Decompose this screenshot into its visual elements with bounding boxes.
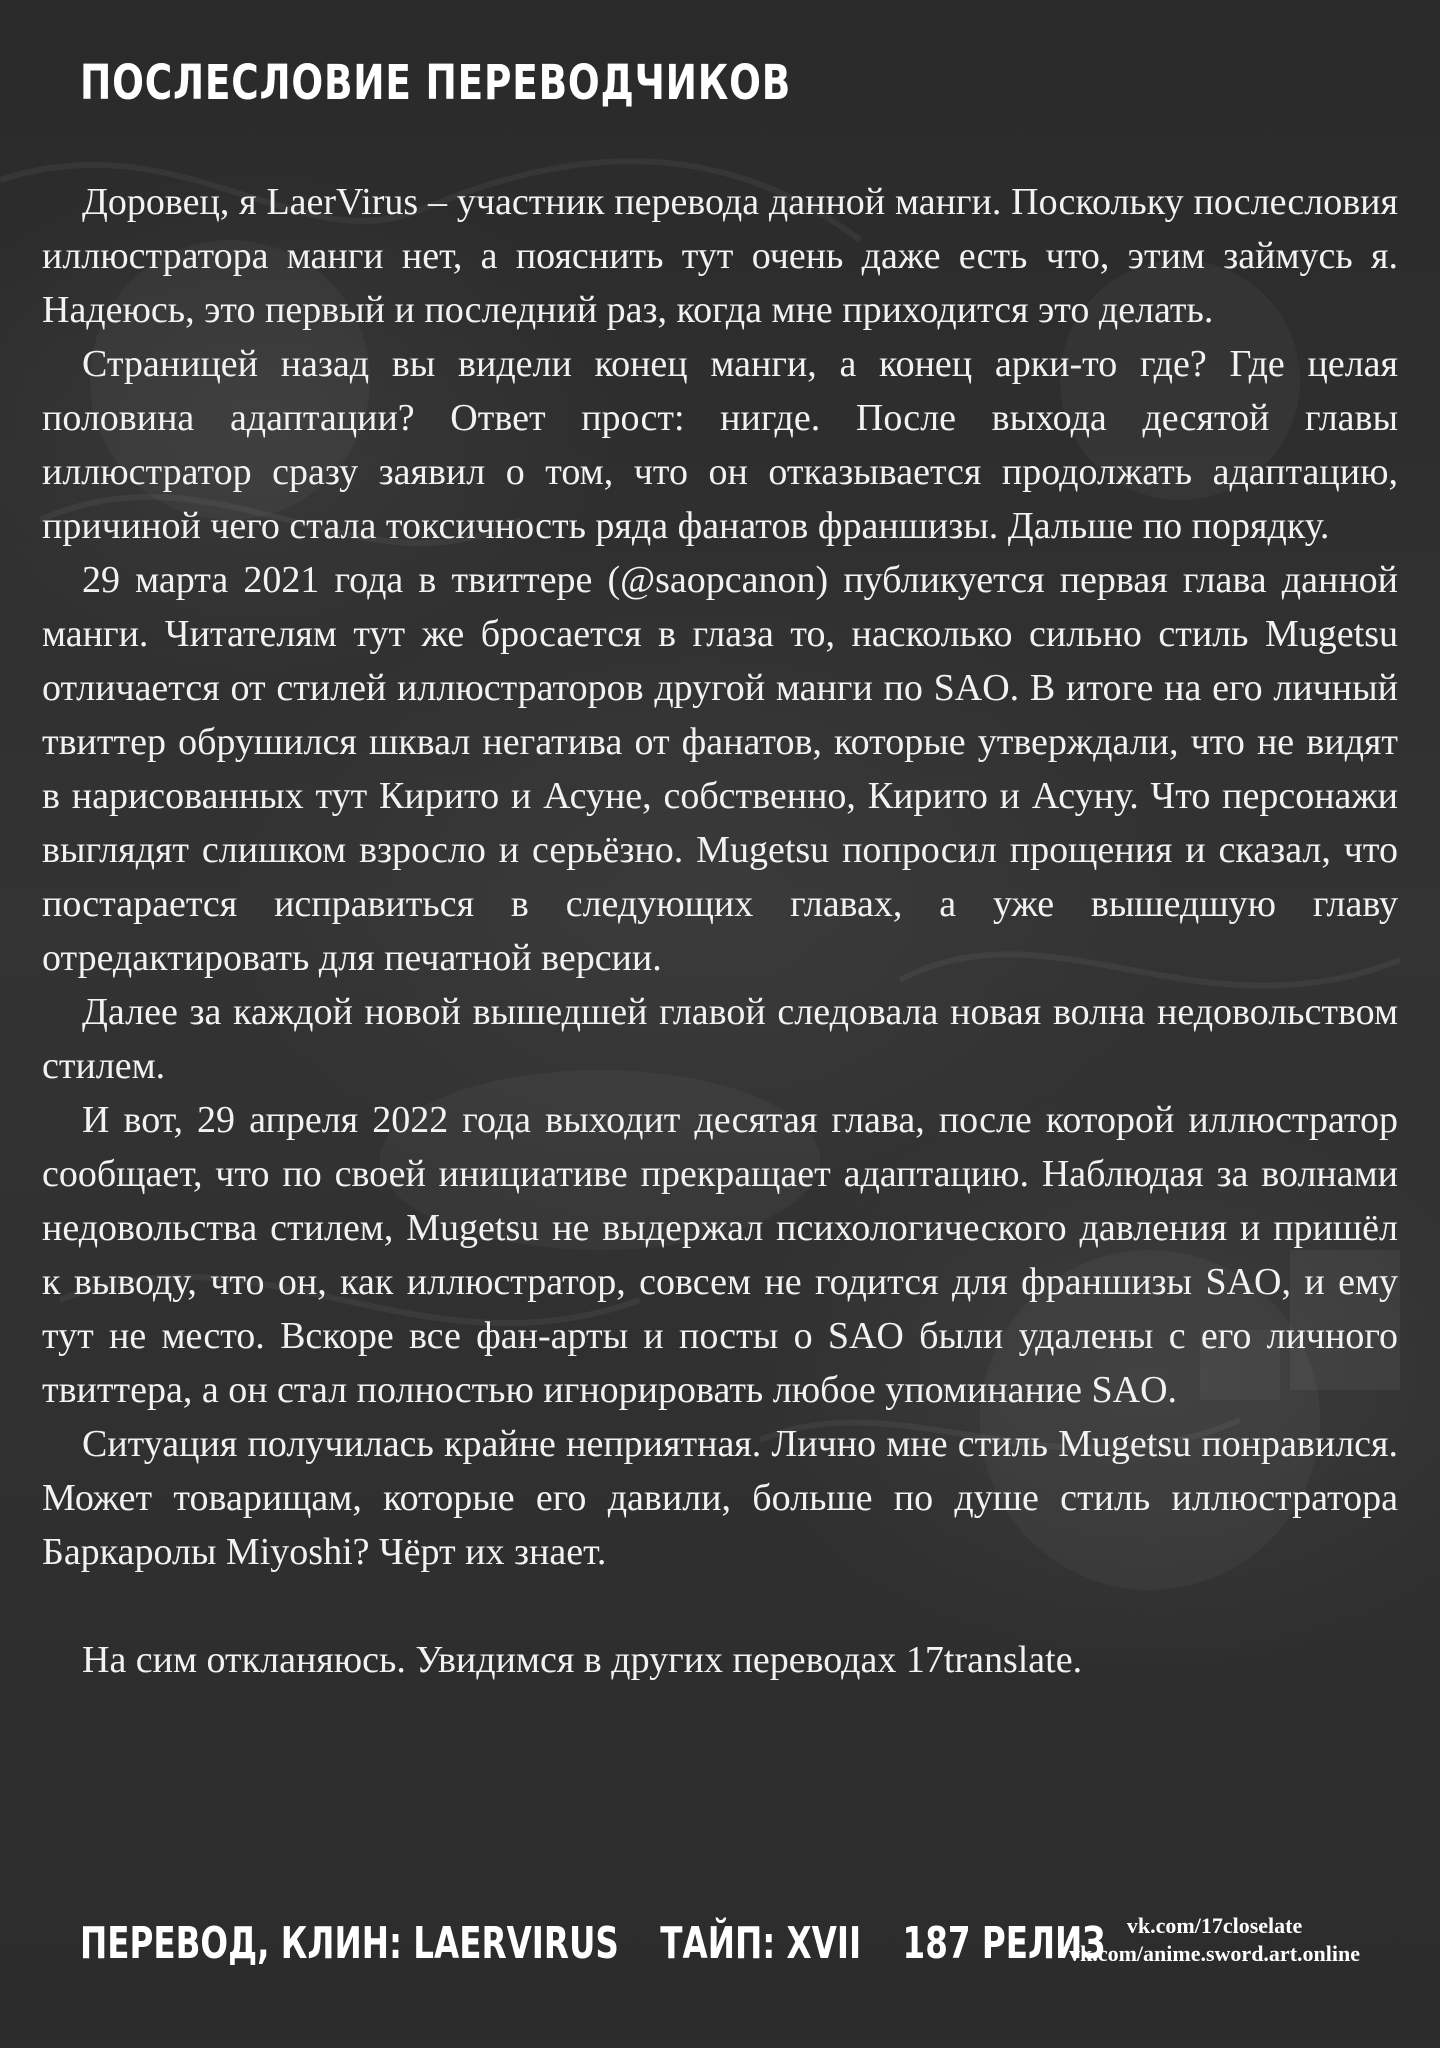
credit-type: ТАЙП: XVII [660, 1918, 862, 1969]
paragraph-closing: На сим откланяюсь. Увидимся в других переводах 17translate. [82, 1639, 1083, 1681]
link-sword-art-online: vk.com/anime.sword.art.online [1069, 1941, 1360, 1966]
paragraph-opinion: Ситуация получилась крайне неприятная. Лично мне стиль Mugetsu понравился. Может товарищам, которые его давили, больше по душе стиль иллюстратора Баркаролы Miyoshi? Чёрт их знает. [42, 1423, 1398, 1573]
page-title: ПОСЛЕСЛОВИЕ ПЕРЕВОДЧИКОВ [80, 55, 792, 111]
paragraph-tenth-chapter: И вот, 29 апреля 2022 года выходит десятая глава, после которой иллюстратор сообщает, что по своей инициативе прекращает адаптацию. Наблюдая за волнами недовольства стилем, Mugetsu не выдержал психологического давления и пришёл к выводу, что он, как иллюстратор, совсем не годится для франшизы SAO, и ему тут не место. Вскоре все фан-арты и посты о SAO были удалены с его личного твиттера, а он стал полностью игнорировать любое упоминание SAO. [42, 1099, 1398, 1411]
link-17closelate: vk.com/17closelate [1126, 1913, 1303, 1938]
paragraph-history: 29 марта 2021 года в твиттере (@saopcanon) публикуется первая глава данной манги. Читателям тут же бросается в глаза то, насколько сильно стиль Mugetsu отличается от стилей иллюстраторов другой манги по SAO. В итоге на его личный твиттер обрушился шквал негатива от фанатов, которые утверждали, что не видят в нарисованных тут Кирито и Асуне, собственно, Кирито и Асуну. Что персонажи выглядят слишком взросло и серьёзно. Mugetsu попросил прощения и сказал, что постарается исправиться в следующих главах, а уже вышедшую главу отредактировать для печатной версии. [42, 559, 1398, 979]
paragraph-discontent: Далее за каждой новой вышедшей главой следовала новая волна недовольством стилем. [42, 991, 1398, 1087]
footer-credits [80, 1918, 1105, 1969]
paragraph-intro: Доровец, я LaerVirus – участник перевода данной манги. Поскольку послесловия иллюстратора манги нет, а пояснить тут очень даже есть что, этим займусь я. Надеюсь, это первый и последний раз, когда мне приходится это делать. [42, 181, 1398, 331]
footer-links [1069, 1912, 1360, 1968]
afterword-text [42, 175, 1398, 1687]
paragraph-end-of-manga: Страницей назад вы видели конец манги, а конец арки-то где? Где целая половина адаптации? Ответ прост: нигде. После выхода десятой главы иллюстратор сразу заявил о том, что он отказывается продолжать адаптацию, причиной чего стала токсичность ряда фанатов франшизы. Дальше по порядку. [42, 343, 1398, 547]
release-number: 187 РЕЛИЗ [902, 1918, 1106, 1969]
credit-translation: ПЕРЕВОД, КЛИН: LAERVIRUS [80, 1918, 619, 1969]
